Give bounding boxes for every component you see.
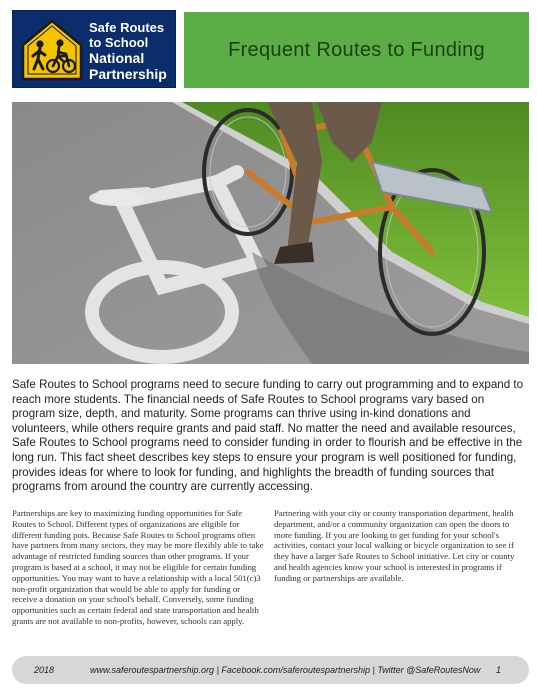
photo-illustration: [12, 102, 529, 364]
logo-line-2: to School: [89, 35, 149, 50]
page-title: Frequent Routes to Funding: [228, 38, 485, 61]
body-column-right: [274, 508, 526, 584]
logo-line-4: Partnership: [89, 66, 167, 82]
body-paragraph-left: Partnerships are key to maximizing funding opportunities for Safe Routes to School. Different types of organizations are eligible for different funding pots. Because Safe Routes to School programs often have partners from many sectors, they may be more flexibly able to take advantage of restricted funding sources than other programs. If your program is based at a school, it may not be eligible for certain funding opportunities. You may want to have a relationship with a local 501(c)3 non-profit organization that would be able to apply for funding or receive a donation on your school's behalf. Conversely, some funding opportunities such as certain federal and state transportation and health grants are not available to non-profits, however, schools can apply.: [12, 508, 264, 626]
bicycle-lane-photo: [12, 102, 529, 364]
footer-year: 2018: [34, 665, 55, 675]
title-banner: [184, 12, 529, 88]
logo-line-3: National: [89, 50, 145, 66]
intro-paragraph: Safe Routes to School programs need to secure funding to carry out programming and to expand to reach more students. The financial needs of Safe Routes to School programs vary based on program size, depth, and maturity. Some programs can thrive using in-kind donations and volunteers, while others require grants and paid staff. No matter the need and available resources, Safe Routes to School programs need to consider funding in order to flourish and be effective in the long run. This fact sheet describes key steps to ensure your program is well positioned for funding, provides ideas for where to look for funding, and highlights the breadth of funding sources that programs from around the country are currently accessing.: [12, 378, 524, 494]
footer-links: www.saferoutespartnership.org | Facebook.com/saferoutespartnership | Twitter @SafeRoutesNow: [90, 665, 481, 675]
page-number: 1: [495, 665, 501, 675]
logo-line-1: Safe Routes: [89, 20, 165, 35]
school-crossing-sign-icon: [21, 19, 83, 81]
body-paragraph-right: Partnering with your city or county transportation department, health department, and/or a community organization can open the doors to more funding. If you are looking to get funding for your school's activities, contact your local walking or bicycle organization to see if they have a larger Safe Routes to School initiative. Let city or county and health agencies know your school is interested in programs if funding or partnerships are available.: [274, 508, 515, 583]
logo: [12, 10, 176, 88]
page-footer: [12, 656, 529, 684]
body-column-left: [12, 508, 264, 627]
